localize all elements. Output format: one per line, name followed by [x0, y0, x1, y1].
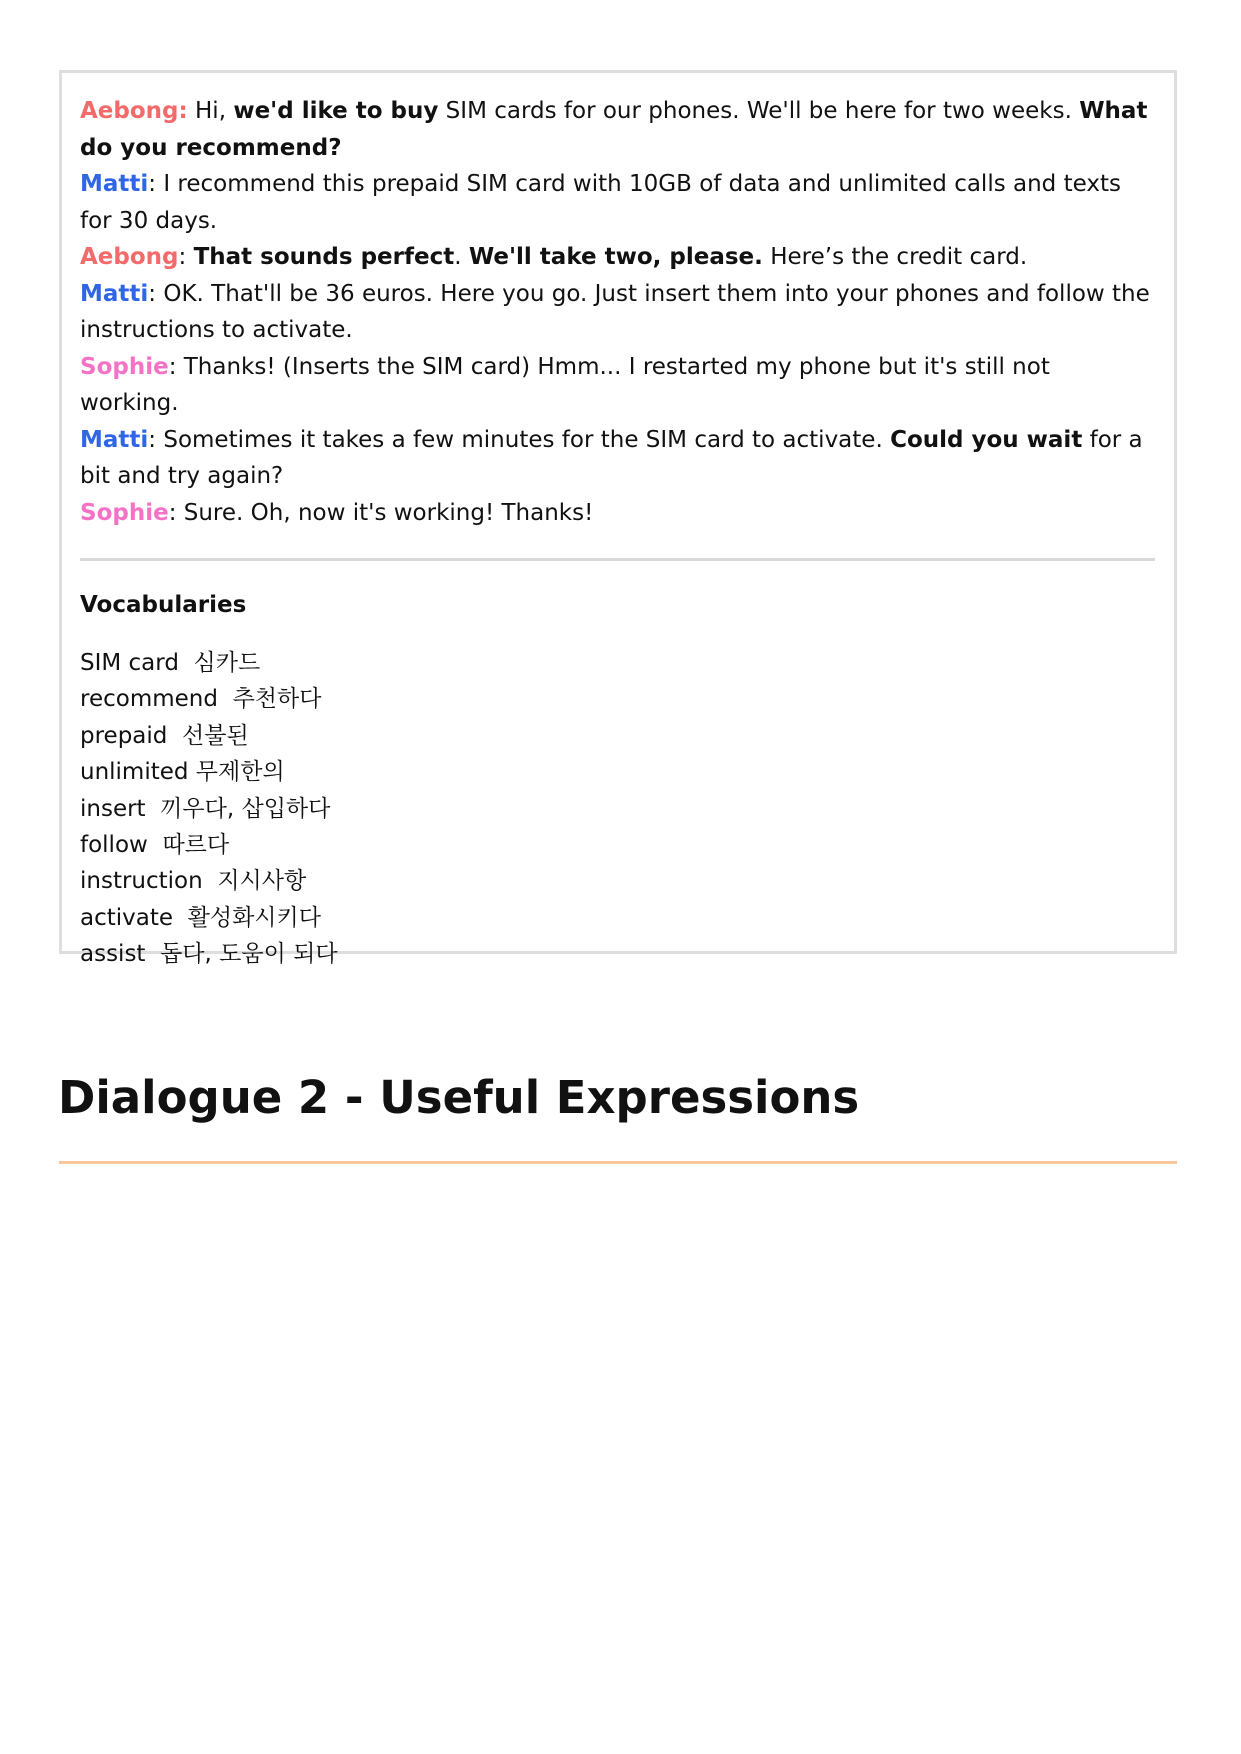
- line-text: : OK. That'll be 36 euros. Here you go. Just insert them into your phones and follow the instructions to activate.: [80, 280, 1150, 343]
- speaker-aebong: Aebong:: [80, 98, 188, 124]
- vocabulary-item: prepaid 선불된: [80, 722, 249, 749]
- speaker-sophie: Sophie: [80, 353, 169, 380]
- speaker-aebong: Aebong: [80, 244, 179, 270]
- vocabulary-item: SIM card 심카드: [80, 650, 261, 676]
- line-text: .: [454, 244, 469, 270]
- line-text: Here’s the credit card.: [762, 244, 1028, 270]
- dialogue-box: [59, 70, 1177, 968]
- key-phrase: We'll take two, please.: [468, 244, 763, 270]
- line-text: for a bit and try again?: [80, 426, 1143, 489]
- speaker-sophie: Sophie: [80, 499, 169, 526]
- speaker-matti: Matti: [80, 280, 149, 307]
- line-text: : Sometimes it takes a few minutes for the SIM card to activate.: [148, 426, 891, 453]
- vocabulary-item: activate 활성화시키다: [80, 904, 321, 931]
- vocabulary-item: recommend 추천하다: [80, 686, 322, 713]
- key-phrase: we'd like to buy: [233, 98, 439, 124]
- vocabulary-item: follow 따르다: [80, 832, 230, 859]
- key-phrase: Could you wait: [890, 426, 1083, 453]
- key-phrase: What do you recommend?: [80, 98, 1148, 161]
- dialogue: [80, 93, 1155, 531]
- dialogue-line-matti: [80, 166, 1155, 239]
- key-phrase: That sounds perfect: [193, 244, 455, 270]
- line-text: : Thanks! (Inserts the SIM card) Hmm... I restarted my phone but it's still not working.: [80, 353, 1050, 416]
- line-text: :: [178, 244, 194, 270]
- divider: [80, 558, 1155, 561]
- speaker-matti: Matti: [80, 426, 149, 453]
- vocabulary-item: insert 끼우다, 삽입하다: [80, 795, 331, 822]
- dialogue-line-aebong: [80, 93, 1155, 166]
- dialogue-line-sophie: [80, 349, 1155, 422]
- vocabulary-title: Vocabularies: [80, 592, 247, 618]
- line-text: SIM cards for our phones. We'll be here for two weeks.: [438, 98, 1080, 124]
- section-divider: [59, 1161, 1177, 1164]
- section-heading: Dialogue 2 - Useful Expressions: [58, 1071, 860, 1124]
- line-text: Hi,: [187, 98, 234, 124]
- vocabulary-item: assist 돕다, 도움이 되다: [80, 941, 338, 968]
- line-text: : Sure. Oh, now it's working! Thanks!: [168, 499, 594, 526]
- dialogue-line-matti: [80, 276, 1155, 349]
- dialogue-line-aebong: [80, 239, 1155, 276]
- speaker-matti: Matti: [80, 171, 149, 197]
- dialogue-line-matti: [80, 422, 1155, 495]
- line-text: : I recommend this prepaid SIM card with 10GB of data and unlimited calls and texts for 30 days.: [80, 171, 1121, 234]
- vocabulary-list: [80, 645, 1155, 973]
- vocabulary-item: instruction 지시사항: [80, 868, 307, 895]
- vocabulary-item: unlimited 무제한의: [80, 759, 285, 786]
- dialogue-line-sophie: [80, 495, 1155, 532]
